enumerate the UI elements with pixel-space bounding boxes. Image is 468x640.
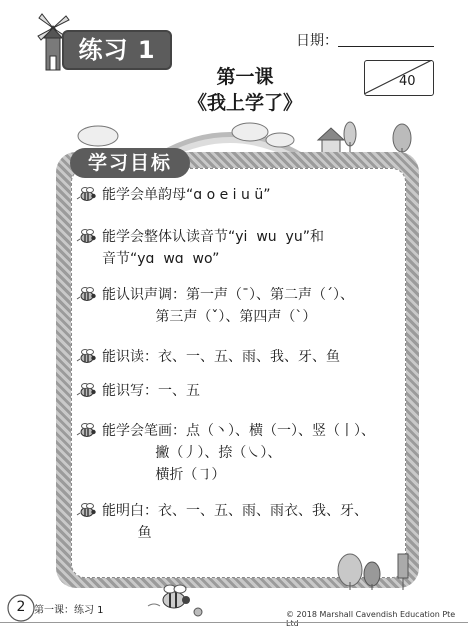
goal-text-line: 撇（丿）、捺（㇏）、 xyxy=(102,445,282,461)
footer-rule xyxy=(0,622,468,623)
score-divider xyxy=(364,60,432,94)
goal-item xyxy=(76,346,340,368)
score-total: 40 xyxy=(399,74,416,89)
footer-lesson-label: 第一课：练习 1 xyxy=(34,605,104,616)
goal-text-line: 能认识声调：第一声（ˉ）、第二声（ˊ）、 xyxy=(102,287,354,303)
goal-text-line: 音节“yɑ wɑ wo” xyxy=(102,251,220,267)
goal-text-line: 鱼 xyxy=(102,525,152,541)
goal-text-line: 能学会单韵母“ɑ o e i u ü” xyxy=(102,187,271,203)
lesson-title: 第一课 xyxy=(216,66,274,88)
goal-item xyxy=(76,500,368,544)
bee-bullet-icon xyxy=(76,383,98,399)
goal-item xyxy=(76,226,324,270)
bee-bullet-icon xyxy=(76,349,98,365)
lesson-subtitle: 《我上学了》 xyxy=(187,92,302,114)
goal-text-line: 第三声（ˇ）、第四声（ˋ） xyxy=(102,309,317,325)
date-field[interactable] xyxy=(338,46,434,47)
bee-bullet-icon xyxy=(76,229,98,245)
goal-text-line: 能学会整体认读音节“yi wu yu”和 xyxy=(102,229,324,245)
page-number: 2 xyxy=(16,599,26,615)
bottom-scenery-illustration xyxy=(290,540,450,590)
date-label: 日期： xyxy=(296,33,338,49)
goal-text-line: 能明白：衣、一、五、雨、雨衣、我、牙、 xyxy=(102,503,368,519)
bee-bullet-icon xyxy=(76,287,98,303)
goal-text-line: 横折（㇆） xyxy=(102,467,226,483)
copyright-text: © 2018 Marshall Cavendish Education Pte Ltd xyxy=(286,610,456,628)
goal-item xyxy=(76,380,200,402)
goal-item xyxy=(76,184,270,206)
bee-icon xyxy=(140,580,210,620)
exercise-badge: 练习 1 xyxy=(62,30,172,70)
bee-bullet-icon xyxy=(76,503,98,519)
goal-text-line: 能识读：衣、一、五、雨、我、牙、鱼 xyxy=(102,349,340,365)
bee-bullet-icon xyxy=(76,423,98,439)
goal-text-line: 能学会笔画：点（丶）、横（一）、竖（丨）、 xyxy=(102,423,375,439)
goal-text-line: 能识写：一、五 xyxy=(102,383,200,399)
bee-bullet-icon xyxy=(76,187,98,203)
goal-item xyxy=(76,420,375,486)
goals-heading: 学习目标 xyxy=(70,148,190,178)
goal-item xyxy=(76,284,354,328)
